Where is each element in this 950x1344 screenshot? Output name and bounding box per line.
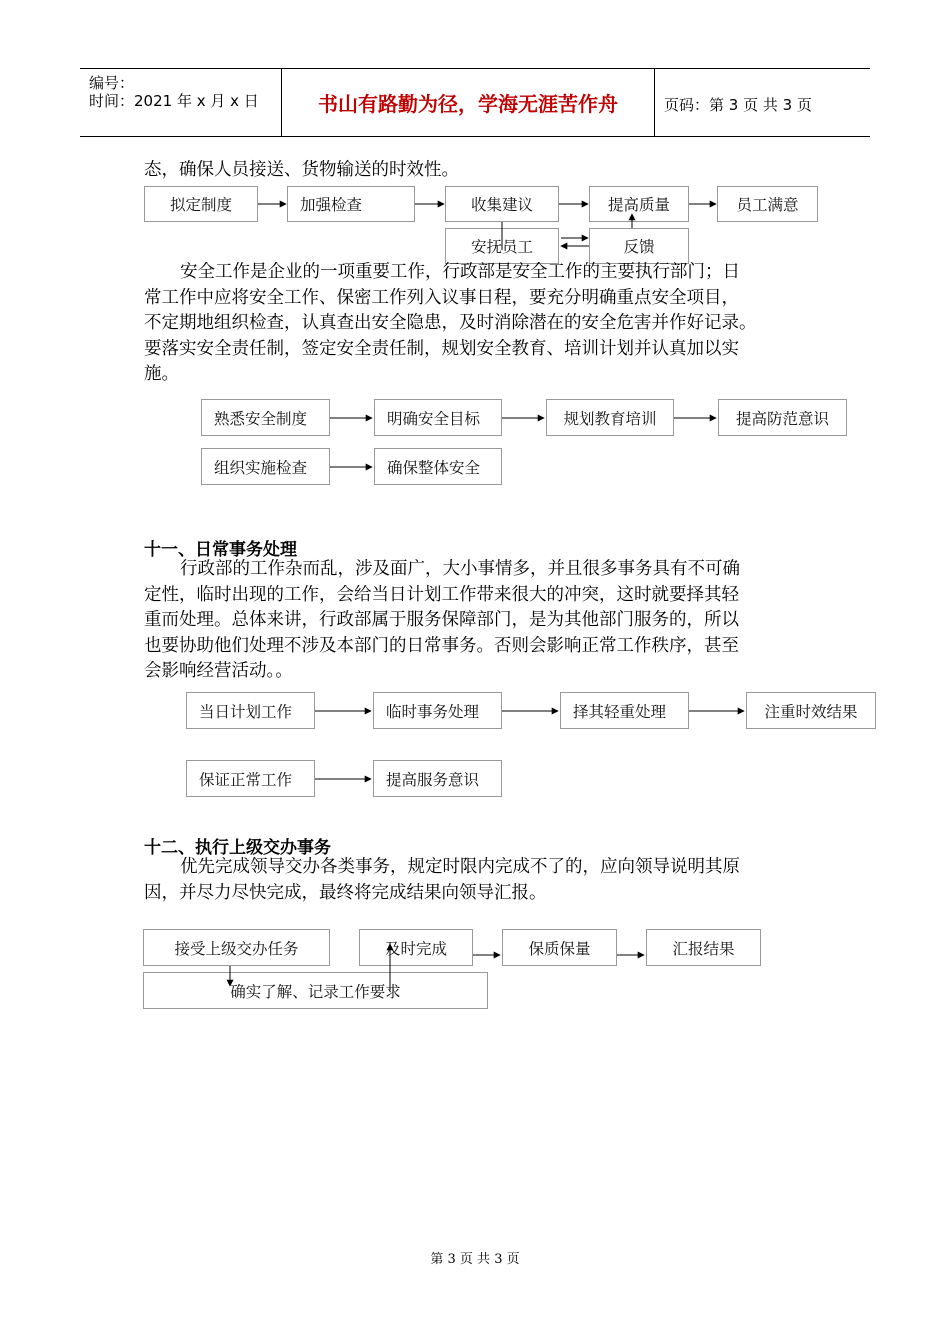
flow2-box-2: 明确安全目标 bbox=[374, 399, 502, 436]
text-line: 因，并尽力尽快完成，最终将完成结果向领导汇报。 bbox=[144, 882, 547, 903]
header-top-border bbox=[80, 68, 870, 69]
text-line: 常工作中应将安全工作、保密工作列入议事日程，要充分明确重点安全项目， bbox=[144, 287, 739, 308]
text-line: 要落实安全责任制，签定安全责任制，规划安全教育、培训计划并认真加以实 bbox=[144, 338, 739, 359]
header-time-label: 时间：2021 年 x 月 x 日 bbox=[89, 92, 259, 110]
text-line: 不定期地组织检查，认真查出安全隐患，及时消除潜在的安全危害并作好记录。 bbox=[144, 313, 757, 333]
text-line: 行政部的工作杂而乱，涉及面广，大小事情多，并且很多事务具有不可确 bbox=[180, 559, 740, 579]
flow4-box-1: 接受上级交办任务 bbox=[143, 929, 330, 966]
flow1-box-5: 员工满意 bbox=[717, 186, 818, 222]
header-page-info: 页码：第 3 页 共 3 页 bbox=[664, 96, 812, 114]
section-11-title: 十一、日常事务处理 bbox=[144, 540, 297, 560]
flow1-box-4: 提高质量 bbox=[589, 186, 689, 222]
flow4-box-4: 汇报结果 bbox=[646, 929, 761, 966]
flow1-box-3: 收集建议 bbox=[445, 186, 559, 222]
top-continuation-text bbox=[144, 158, 814, 184]
flow3-box-5: 保证正常工作 bbox=[186, 760, 315, 797]
flow2-box-3: 规划教育培训 bbox=[546, 399, 674, 436]
section-12-paragraph bbox=[144, 855, 814, 906]
flow3-box-6: 提高服务意识 bbox=[373, 760, 502, 797]
page-footer: 第 3 页 共 3 页 bbox=[430, 1252, 520, 1267]
text-line: 施。 bbox=[144, 364, 179, 384]
flow1-box-2: 加强检查 bbox=[287, 186, 415, 222]
flow2-box-1: 熟悉安全制度 bbox=[201, 399, 330, 436]
header-divider-2 bbox=[654, 68, 655, 136]
section-11-paragraph bbox=[144, 557, 814, 685]
flow2-box-4: 提高防范意识 bbox=[718, 399, 847, 436]
header-motto: 书山有路勤为径，学海无涯苦作舟 bbox=[318, 92, 618, 116]
flow1-box-1: 拟定制度 bbox=[144, 186, 258, 222]
section-12-title: 十二、执行上级交办事务 bbox=[144, 838, 331, 858]
flow2-box-5: 组织实施检查 bbox=[201, 448, 330, 485]
flow1-box-6: 安抚员工 bbox=[445, 228, 559, 264]
header-number-label: 编号： bbox=[89, 74, 135, 92]
header-bottom-border bbox=[80, 136, 870, 137]
text-line: 重而处理。总体来讲，行政部属于服务保障部门，是为其他部门服务的，所以 bbox=[144, 610, 739, 630]
text-line: 定性，临时出现的工作，会给当日计划工作带来很大的冲突，这时就要择其轻 bbox=[144, 584, 739, 605]
text-line: 安全工作是企业的一项重要工作，行政部是安全工作的主要执行部门；日 bbox=[180, 262, 740, 282]
flow3-box-3: 择其轻重处理 bbox=[560, 692, 689, 729]
text-line: 也要协助他们处理不涉及本部门的日常事务。否则会影响正常工作秩序，甚至 bbox=[144, 635, 739, 656]
flow3-box-2: 临时事务处理 bbox=[373, 692, 502, 729]
flow3-box-1: 当日计划工作 bbox=[186, 692, 315, 729]
flow3-box-4: 注重时效结果 bbox=[746, 692, 876, 729]
safety-paragraph bbox=[144, 260, 814, 388]
text-line: 优先完成领导交办各类事务，规定时限内完成不了的，应向领导说明其原 bbox=[180, 857, 740, 877]
flow1-box-7: 反馈 bbox=[589, 228, 689, 264]
flow2-box-6: 确保整体安全 bbox=[374, 448, 502, 485]
text-line: 会影响经营活动。。 bbox=[144, 661, 293, 681]
flow4-box-2: 及时完成 bbox=[359, 929, 473, 966]
flow4-box-5: 确实了解、记录工作要求 bbox=[143, 972, 488, 1009]
text-line: 态，确保人员接送、货物输送的时效性。 bbox=[144, 160, 459, 180]
flow4-box-3: 保质保量 bbox=[502, 929, 617, 966]
